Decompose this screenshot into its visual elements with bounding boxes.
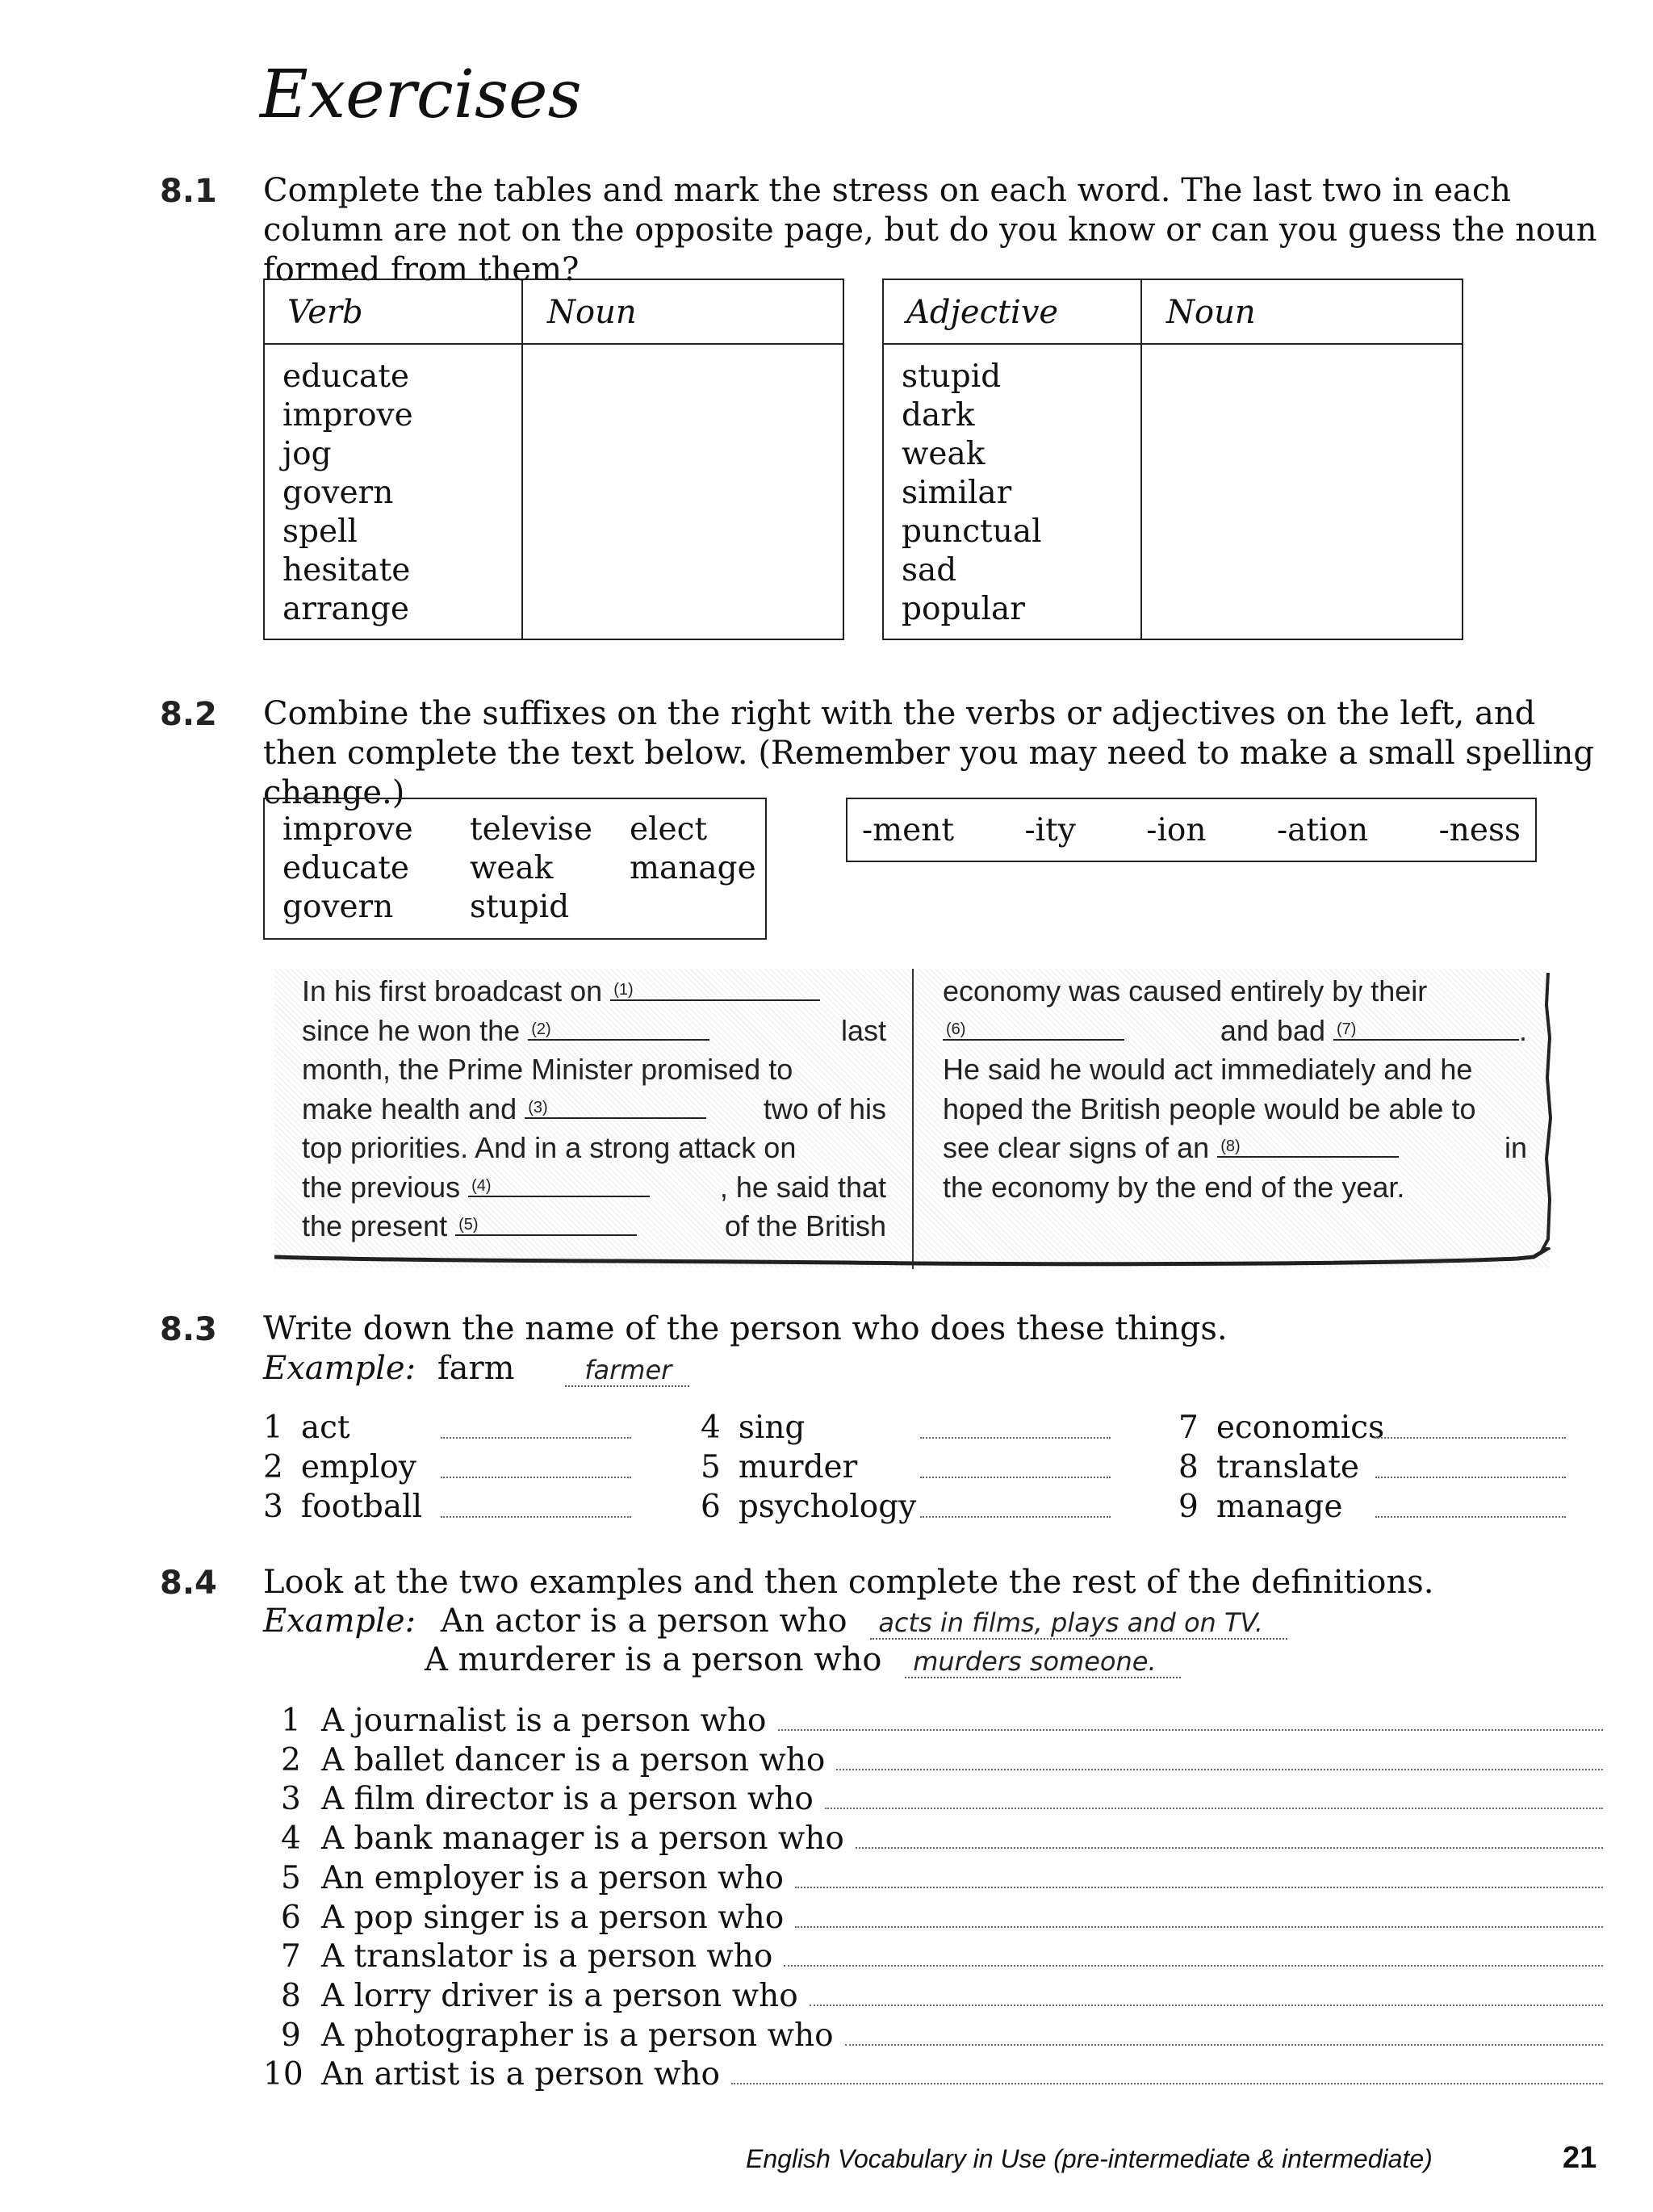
answer-line[interactable] xyxy=(1375,1477,1566,1478)
passage-line: see clear signs of an (8) in xyxy=(943,1129,1527,1168)
definition-item: 7 A translator is a person who xyxy=(263,1936,1603,1975)
torn-edge xyxy=(274,1247,1566,1288)
passage-line: month, the Prime Minister promised to xyxy=(302,1053,793,1086)
table-word: punctual xyxy=(902,513,1042,550)
table-word: arrange xyxy=(282,591,409,627)
word-box xyxy=(263,798,767,940)
list-item: 9 manage xyxy=(1178,1489,1343,1525)
table-word: govern xyxy=(282,475,394,511)
exercise-number: 8.4 xyxy=(160,1565,217,1602)
suffix-item: -ment xyxy=(862,811,955,848)
definition-item: 2 A ballet dancer is a person who xyxy=(263,1740,1603,1778)
passage-line: the previous (4) , he said that xyxy=(302,1168,886,1208)
word-box-item: weak xyxy=(470,850,554,886)
list-item: 5 murder xyxy=(701,1449,858,1485)
suffix-item: -ion xyxy=(1146,811,1207,848)
table-word: popular xyxy=(902,591,1025,627)
gap-number: (4) xyxy=(471,1176,492,1195)
gap-number: (6) xyxy=(946,1020,966,1038)
table-word: spell xyxy=(282,513,358,550)
passage-line: make health and (3) two of his xyxy=(302,1090,886,1129)
answer-line[interactable] xyxy=(856,1847,1603,1849)
word-box-item: televise xyxy=(470,811,592,848)
passage-line: since he won the (2) last xyxy=(302,1012,886,1051)
table-word: jog xyxy=(282,436,332,472)
exercise-number: 8.3 xyxy=(160,1311,217,1348)
list-item: 3 football xyxy=(263,1489,423,1525)
passage-right-column xyxy=(943,972,1527,1207)
exercise-instruction: Combine the suffixes on the right with the verbs or adjectives on the left, and then complete the text below. (Remember you may need to make a small spelling change.) xyxy=(263,695,1595,811)
table-word: improve xyxy=(282,397,413,434)
passage-line: the present (5) of the British xyxy=(302,1207,886,1246)
answer-line[interactable] xyxy=(825,1808,1603,1809)
answer-gap[interactable] xyxy=(528,1015,709,1041)
list-item: 4 sing xyxy=(701,1410,806,1446)
definition-item: 1 A journalist is a person who xyxy=(263,1700,1603,1739)
list-item: 7 economics xyxy=(1178,1410,1385,1446)
answer-line[interactable] xyxy=(441,1477,631,1478)
answer-gap[interactable] xyxy=(1217,1132,1399,1158)
gap-number: (7) xyxy=(1336,1020,1357,1038)
passage-line: In his first broadcast on (1) xyxy=(302,972,886,1012)
list-item: 8 translate xyxy=(1178,1449,1360,1485)
definition-item: 4 A bank manager is a person who xyxy=(263,1818,1603,1857)
answer-line[interactable] xyxy=(836,1769,1603,1770)
definition-item: 3 A film director is a person who xyxy=(263,1778,1603,1817)
answer-line[interactable] xyxy=(795,1926,1603,1928)
table-header-verb: Verb xyxy=(287,294,363,331)
passage-line: (6) and bad (7) . xyxy=(943,1012,1527,1051)
gap-number: (5) xyxy=(458,1216,479,1234)
list-item: 1 act xyxy=(263,1410,350,1446)
table-word: weak xyxy=(902,436,986,472)
answer-line[interactable] xyxy=(920,1477,1111,1478)
passage-left-column xyxy=(302,972,886,1246)
suffix-box xyxy=(846,798,1537,862)
adjective-word-list xyxy=(902,358,1042,629)
table-header-adjective: Adjective xyxy=(906,294,1059,331)
table-word: stupid xyxy=(902,358,1002,395)
answer-line[interactable] xyxy=(920,1437,1111,1439)
answer-gap[interactable] xyxy=(468,1171,650,1197)
answer-gap[interactable] xyxy=(1333,1015,1519,1041)
exercise-number: 8.1 xyxy=(160,173,217,210)
verb-noun-table xyxy=(263,279,844,640)
suffix-item: -ity xyxy=(1024,811,1076,848)
answer-line[interactable] xyxy=(810,2005,1603,2006)
table-header-noun: Noun xyxy=(547,294,637,331)
word-box-item: educate xyxy=(282,850,410,886)
book-title: English Vocabulary in Use (pre-intermediate & intermediate) xyxy=(746,2144,1433,2173)
word-box-item: stupid xyxy=(470,889,570,925)
exercise-instruction: Write down the name of the person who does these things. xyxy=(263,1310,1228,1347)
exercise-number: 8.2 xyxy=(160,696,217,733)
answer-gap[interactable] xyxy=(610,975,820,1001)
answer-line[interactable] xyxy=(1375,1437,1566,1439)
passage-line: He said he would act immediately and he xyxy=(943,1053,1473,1086)
answer-gap[interactable] xyxy=(525,1093,706,1119)
passage-line: top priorities. And in a strong attack on xyxy=(302,1131,797,1164)
passage-line: hoped the British people would be able to xyxy=(943,1091,1476,1125)
word-box-item: govern xyxy=(282,889,394,925)
answer-line[interactable] xyxy=(731,2083,1603,2084)
answer-line[interactable] xyxy=(920,1516,1111,1518)
gap-number: (1) xyxy=(613,981,634,999)
table-word: dark xyxy=(902,397,975,434)
example-line-1: Example: An actor is a person who acts in films, plays and on TV. xyxy=(263,1602,1287,1640)
list-item: 6 psychology xyxy=(701,1489,917,1525)
example-line-2: A murderer is a person who murders someone. xyxy=(425,1641,1181,1678)
table-word: similar xyxy=(902,475,1012,511)
gap-number: (3) xyxy=(528,1098,548,1116)
answer-line[interactable] xyxy=(784,1965,1603,1967)
gap-number: (2) xyxy=(531,1020,551,1038)
example-line: Example: farm farmer xyxy=(263,1350,689,1387)
definition-item: 6 A pop singer is a person who xyxy=(263,1897,1603,1936)
table-header-noun: Noun xyxy=(1166,294,1256,331)
answer-line[interactable] xyxy=(845,2044,1603,2046)
answer-gap[interactable] xyxy=(943,1015,1124,1041)
example-answer: farmer xyxy=(565,1355,689,1387)
definition-item: 9 A photographer is a person who xyxy=(263,2015,1603,2054)
verb-word-list xyxy=(282,358,413,629)
torn-edge-right xyxy=(1540,973,1556,1255)
definition-item: 8 A lorry driver is a person who xyxy=(263,1975,1603,2014)
answer-line[interactable] xyxy=(441,1516,631,1518)
answer-line[interactable] xyxy=(778,1729,1603,1731)
passage-line: the economy by the end of the year. xyxy=(943,1170,1405,1204)
passage-line: economy was caused entirely by their xyxy=(943,974,1428,1008)
page-number: 21 xyxy=(1563,2141,1597,2175)
adjective-noun-table xyxy=(882,279,1463,640)
suffix-item: -ness xyxy=(1438,811,1521,848)
answer-gap[interactable] xyxy=(455,1210,637,1236)
example-answer: acts in films, plays and on TV. xyxy=(870,1607,1287,1640)
example-answer: murders someone. xyxy=(905,1646,1180,1678)
definition-item: 5 An employer is a person who xyxy=(263,1858,1603,1896)
definition-item: 10 An artist is a person who xyxy=(263,2054,1603,2093)
page-title: Exercises xyxy=(260,57,582,133)
answer-line[interactable] xyxy=(441,1437,631,1439)
answer-line[interactable] xyxy=(1375,1516,1566,1518)
suffix-item: -ation xyxy=(1276,811,1369,848)
table-word: sad xyxy=(902,552,957,589)
exercise-instruction: Complete the tables and mark the stress on each word. The last two in each column are not on the opposite page, but do you know or can you guess the noun formed from them? xyxy=(263,172,1597,288)
exercise-instruction: Look at the two examples and then complete the rest of the definitions. xyxy=(263,1564,1434,1601)
gap-number: (8) xyxy=(1220,1137,1241,1155)
list-item: 2 employ xyxy=(263,1449,416,1485)
word-box-item: manage xyxy=(630,850,756,886)
table-word: hesitate xyxy=(282,552,411,589)
answer-line[interactable] xyxy=(795,1887,1603,1888)
word-box-item: elect xyxy=(630,811,708,848)
table-word: educate xyxy=(282,358,410,395)
word-box-item: improve xyxy=(282,811,413,848)
